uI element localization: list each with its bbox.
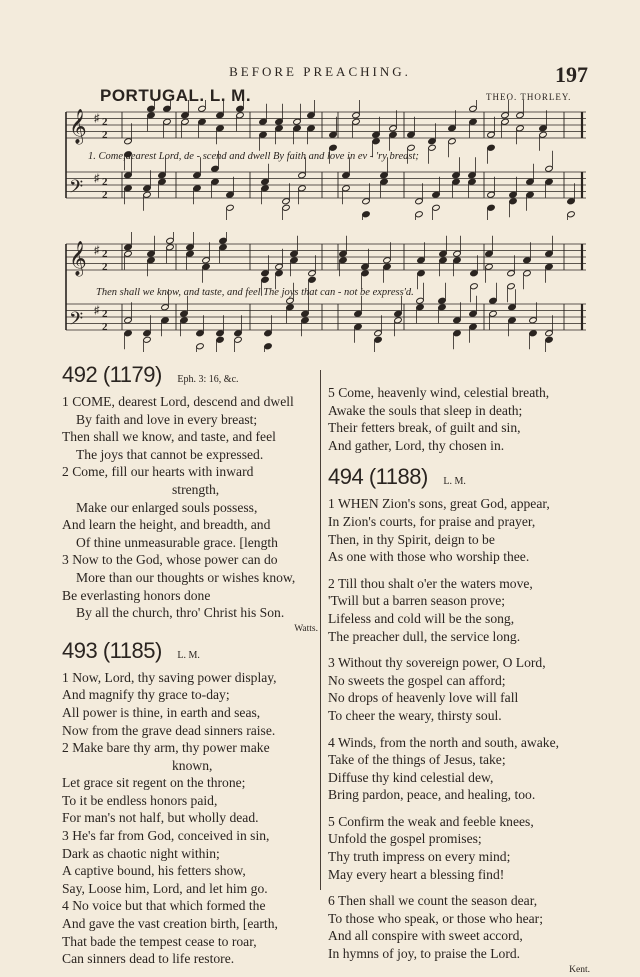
verse-line: Dark as chaotic night within;: [62, 845, 220, 861]
note-head: [308, 276, 316, 283]
note-head: [380, 178, 388, 185]
tune-name: PORTUGAL. L. M.: [100, 86, 252, 105]
sharp-icon: ♯: [94, 172, 100, 185]
verse-line: Then shall we know, and taste, and feel: [62, 429, 276, 445]
note-head: [468, 172, 476, 179]
note-head: [448, 125, 456, 132]
hymn-493-text: [62, 669, 318, 968]
note-head: [181, 118, 189, 125]
note-head: [383, 257, 391, 264]
note-head: [362, 198, 370, 205]
note-head: [298, 185, 306, 192]
note-head: [143, 185, 151, 192]
note-head: [264, 343, 272, 350]
time-signature: 2: [102, 116, 108, 128]
note-head: [286, 297, 294, 304]
note-head: [259, 118, 267, 125]
verse-line: And gave the vast creation birth, [earth,: [62, 916, 278, 932]
note-head: [428, 138, 436, 145]
note-head: [452, 178, 460, 185]
note-head: [539, 125, 547, 132]
note-head: [329, 131, 337, 138]
verse-line: And magnify thy grace to-day;: [62, 687, 230, 703]
right-column: [328, 384, 590, 977]
note-head: [361, 263, 369, 270]
note-head: [507, 270, 515, 277]
note-head: [394, 310, 402, 317]
note-head: [301, 317, 309, 324]
verse-line: The preacher dull, the service long.: [328, 628, 521, 644]
verse-line: Then, in thy Spirit, deign to be: [328, 531, 495, 547]
note-head: [293, 118, 301, 125]
verse-line: That bade the tempest cease to roar,: [62, 933, 257, 949]
note-head: [308, 270, 316, 277]
note-head: [523, 270, 531, 277]
note-head: [124, 138, 132, 145]
note-head: [293, 125, 301, 132]
note-head: [180, 317, 188, 324]
note-head: [469, 323, 477, 330]
note-head: [236, 112, 244, 119]
note-head: [545, 178, 553, 185]
note-head: [275, 263, 283, 270]
note-head: [339, 250, 347, 257]
note-head: [470, 283, 478, 290]
verse-line: By faith and love in every breast;: [76, 411, 258, 427]
note-head: [372, 138, 380, 145]
time-signature: 2: [102, 176, 108, 188]
note-head: [469, 105, 477, 112]
verse-line: For man's not half, but wholly dead.: [62, 810, 259, 826]
verse-line: 4 Winds, from the north and south, awake,: [328, 734, 560, 750]
verse-line: Thy truth impress on every mind;: [328, 849, 511, 865]
note-head: [193, 185, 201, 192]
note-head: [380, 172, 388, 179]
verse-line: And gather, Lord, thy chosen in.: [328, 437, 505, 453]
note-head: [163, 118, 171, 125]
note-head: [432, 204, 440, 211]
note-head: [282, 198, 290, 205]
note-head: [487, 204, 495, 211]
verse-line: Say, Loose him, Lord, and let him go.: [62, 880, 268, 896]
note-head: [147, 250, 155, 257]
note-head: [196, 343, 204, 350]
verse-line: Lifeless and cold will be the song,: [328, 610, 515, 626]
note-head: [487, 144, 495, 151]
verse-line: To those who speak, or those who hear;: [328, 910, 543, 926]
note-head: [567, 211, 575, 218]
verse-line: strength,: [172, 481, 220, 497]
note-head: [501, 112, 509, 119]
note-head: [216, 336, 224, 343]
note-head: [261, 178, 269, 185]
note-head: [234, 330, 242, 337]
page-number: 197: [555, 62, 588, 87]
verse-line: Can sinners dead to life restore.: [62, 951, 235, 967]
note-head: [539, 131, 547, 138]
note-head: [389, 125, 397, 132]
note-head: [452, 172, 460, 179]
verse-line: 2 Make bare thy arm, thy power make: [62, 740, 270, 756]
note-head: [516, 112, 524, 119]
hymn-493-header: [62, 638, 318, 669]
note-head: [196, 330, 204, 337]
note-head: [362, 211, 370, 218]
note-head: [470, 270, 478, 277]
note-head: [352, 118, 360, 125]
note-head: [342, 172, 350, 179]
hymn-494-meter: L. M.: [443, 476, 466, 488]
verse-line: 2 Come, fill our hearts with inward: [62, 464, 254, 480]
stanza: [328, 654, 590, 724]
note-head: [143, 191, 151, 198]
note-head: [158, 172, 166, 179]
verse-line: 3 Now to the God, whose power can do: [62, 552, 278, 568]
hymn-492-text: [62, 393, 318, 622]
note-head: [298, 172, 306, 179]
note-head: [261, 276, 269, 283]
hymn-492-reference: Eph. 3: 16, &c.: [177, 374, 239, 385]
note-head: [489, 310, 497, 317]
note-head: [438, 297, 446, 304]
note-head: [259, 131, 267, 138]
note-head: [186, 244, 194, 251]
note-head: [147, 105, 155, 112]
note-head: [438, 304, 446, 311]
note-head: [166, 244, 174, 251]
note-head: [372, 131, 380, 138]
stanza: [328, 734, 590, 804]
note-head: [416, 297, 424, 304]
note-head: [407, 131, 415, 138]
verse-line: Now from the grave dead sinners raise.: [62, 722, 276, 738]
time-signature: 2: [102, 248, 108, 260]
note-head: [275, 125, 283, 132]
running-head: BEFORE PREACHING.: [229, 64, 411, 79]
note-head: [158, 178, 166, 185]
note-head: [416, 304, 424, 311]
note-head: [211, 178, 219, 185]
note-head: [143, 330, 151, 337]
verse-line: Awake the souls that sleep in death;: [328, 402, 523, 418]
stanza: [328, 495, 590, 565]
verse-line: No drops of heavenly love will fall: [328, 690, 519, 706]
time-signature: 2: [102, 321, 108, 333]
left-column: [62, 362, 318, 968]
note-head: [526, 191, 534, 198]
verse-line: As one with those who worship thee.: [328, 549, 530, 565]
note-head: [439, 257, 447, 264]
note-head: [545, 250, 553, 257]
note-head: [469, 310, 477, 317]
verse-line: Let grace sit regent on the throne;: [62, 775, 246, 791]
note-head: [211, 165, 219, 172]
verse-line: In Zion's courts, for praise and prayer,: [328, 513, 536, 529]
stanza: [328, 892, 590, 962]
note-head: [143, 336, 151, 343]
note-head: [383, 263, 391, 270]
note-head: [307, 125, 315, 132]
note-head: [394, 317, 402, 324]
verse-line: known,: [172, 757, 213, 773]
verse-line: 3 He's far from God, conceived in sin,: [62, 828, 270, 844]
note-head: [545, 330, 553, 337]
note-head: [124, 250, 132, 257]
verse-line: Take of the things of Jesus, take;: [328, 752, 506, 768]
note-head: [501, 118, 509, 125]
hymn-494-header: [328, 464, 590, 495]
verse-line: 5 Confirm the weak and feeble knees,: [328, 813, 534, 829]
composer: THEO. THORLEY.: [486, 92, 572, 102]
time-signature: 2: [102, 261, 108, 273]
note-head: [545, 165, 553, 172]
time-signature: 2: [102, 129, 108, 141]
hymn-493-continued-text: [328, 384, 590, 454]
note-head: [290, 250, 298, 257]
note-head: [226, 204, 234, 211]
note-head: [216, 125, 224, 132]
note-head: [161, 304, 169, 311]
note-head: [354, 310, 362, 317]
note-head: [529, 330, 537, 337]
verse-line: 'Twill but a barren season prove;: [328, 593, 506, 609]
verse-line: Bring pardon, peace, and healing, too.: [328, 787, 536, 803]
verse-line: All power is thine, in earth and seas,: [62, 704, 261, 720]
note-head: [389, 131, 397, 138]
hymn-494-text: [328, 495, 590, 962]
note-head: [453, 317, 461, 324]
verse-line: The joys that cannot be expressed.: [76, 446, 264, 462]
note-head: [290, 257, 298, 264]
note-head: [234, 336, 242, 343]
note-head: [469, 118, 477, 125]
hymn-493-meter: L. M.: [177, 649, 200, 661]
note-head: [261, 270, 269, 277]
verse-line: May every heart a blessing find!: [328, 866, 505, 882]
note-head: [163, 105, 171, 112]
note-head: [124, 244, 132, 251]
note-head: [516, 125, 524, 132]
note-head: [275, 270, 283, 277]
sharp-icon: ♯: [94, 304, 100, 317]
note-head: [198, 118, 206, 125]
note-head: [186, 250, 194, 257]
note-head: [417, 257, 425, 264]
verse-line: More than our thoughts or wishes know,: [76, 569, 296, 585]
note-head: [509, 198, 517, 205]
note-head: [219, 237, 227, 244]
verse-line: Make our enlarged souls possess,: [76, 499, 258, 515]
note-head: [432, 191, 440, 198]
column-divider: [320, 370, 321, 890]
verse-line: No sweets the gospel can afford;: [328, 672, 506, 688]
verse-line: 4 No voice but that which formed the: [62, 898, 266, 914]
note-head: [124, 185, 132, 192]
note-head: [124, 330, 132, 337]
time-signature: 2: [102, 308, 108, 320]
note-head: [509, 191, 517, 198]
treble-clef-icon: 𝄞: [69, 241, 87, 276]
note-head: [374, 330, 382, 337]
note-head: [415, 211, 423, 218]
note-head: [352, 112, 360, 119]
note-head: [485, 250, 493, 257]
bass-clef-icon: 𝄢: [69, 309, 84, 334]
note-head: [261, 185, 269, 192]
note-head: [166, 237, 174, 244]
note-head: [508, 304, 516, 311]
note-head: [286, 304, 294, 311]
note-head: [307, 112, 315, 119]
note-head: [275, 118, 283, 125]
time-signature: 2: [102, 189, 108, 201]
hymn-494-attribution: Kent.: [569, 964, 590, 975]
note-head: [468, 178, 476, 185]
verse-line: 1 Now, Lord, thy saving power display,: [62, 669, 277, 685]
note-head: [526, 178, 534, 185]
note-head: [301, 310, 309, 317]
note-head: [219, 244, 227, 251]
note-head: [147, 257, 155, 264]
note-head: [545, 336, 553, 343]
verse-line: To cheer the weary, thirsty soul.: [328, 707, 502, 723]
note-head: [529, 317, 537, 324]
stanza: [328, 575, 590, 645]
note-head: [487, 191, 495, 198]
note-head: [193, 172, 201, 179]
lyrics-line-1: 1. Come,dearest Lord, de - scend and dwell By faith and love in ev - 'ry breast;: [88, 151, 419, 162]
note-head: [264, 330, 272, 337]
note-head: [181, 112, 189, 119]
verse-line: 3 Without thy sovereign power, O Lord,: [328, 655, 546, 671]
verse-line: In hymns of joy, to praise the Lord.: [328, 946, 521, 962]
note-head: [354, 323, 362, 330]
note-head: [202, 263, 210, 270]
note-head: [453, 330, 461, 337]
note-head: [342, 185, 350, 192]
verse-line: Of thine unmeasurable grace. [length: [76, 534, 278, 550]
note-head: [124, 317, 132, 324]
hymn-493-number: 493 (1185): [62, 637, 162, 663]
note-head: [147, 112, 155, 119]
verse-line: And learn the height, and breadth, and: [62, 517, 271, 533]
note-head: [448, 138, 456, 145]
note-head: [508, 317, 516, 324]
note-head: [523, 257, 531, 264]
verse-line: A captive bound, his fetters show,: [62, 863, 246, 879]
note-head: [124, 172, 132, 179]
hymn-494-number: 494 (1188): [328, 464, 428, 490]
lyrics-line-2: Then shall we know, and taste, and feel The joys that can - not be express'd.: [96, 287, 414, 298]
note-head: [489, 297, 497, 304]
note-head: [545, 263, 553, 270]
note-head: [282, 204, 290, 211]
note-head: [507, 283, 515, 290]
verse-line: By all the church, thro' Christ his Son.: [76, 605, 285, 621]
verse-line: Diffuse thy kind celestial dew,: [328, 769, 494, 785]
note-head: [567, 198, 575, 205]
note-head: [485, 263, 493, 270]
note-head: [417, 270, 425, 277]
note-head: [216, 330, 224, 337]
verse-line: And all conspire with sweet accord,: [328, 928, 523, 944]
note-head: [202, 257, 210, 264]
verse-line: To it be endless honors paid,: [62, 792, 218, 808]
note-head: [428, 144, 436, 151]
note-head: [453, 257, 461, 264]
note-head: [453, 250, 461, 257]
hymn-492-attribution: Watts.: [294, 623, 318, 634]
verse-line: Be everlasting honors done: [62, 587, 211, 603]
verse-line: 1 WHEN Zion's sons, great God, appear,: [328, 496, 550, 512]
bass-clef-icon: 𝄢: [69, 177, 84, 202]
sharp-icon: ♯: [94, 112, 100, 125]
note-head: [236, 105, 244, 112]
note-head: [161, 317, 169, 324]
sharp-icon: ♯: [94, 244, 100, 257]
note-head: [226, 191, 234, 198]
note-head: [415, 198, 423, 205]
verse-line: 2 Till thou shalt o'er the waters move,: [328, 575, 533, 591]
note-head: [198, 105, 206, 112]
note-head: [361, 270, 369, 277]
note-head: [374, 336, 382, 343]
verse-line: 6 Then shall we count the season dear,: [328, 893, 538, 909]
verse-line: Their fetters break, of guilt and sin,: [328, 420, 521, 436]
note-head: [216, 112, 224, 119]
note-head: [487, 131, 495, 138]
note-head: [180, 310, 188, 317]
verse-line: 1 COME, dearest Lord, descend and dwell: [62, 394, 294, 409]
hymn-492-number: 492 (1179): [62, 362, 162, 387]
note-head: [439, 250, 447, 257]
treble-clef-icon: 𝄞: [69, 109, 87, 144]
verse-line: Unfold the gospel promises;: [328, 831, 482, 847]
note-head: [339, 257, 347, 264]
stanza: [328, 813, 590, 883]
hymn-492-header: [62, 362, 318, 393]
verse-line: 5 Come, heavenly wind, celestial breath,: [328, 385, 550, 400]
